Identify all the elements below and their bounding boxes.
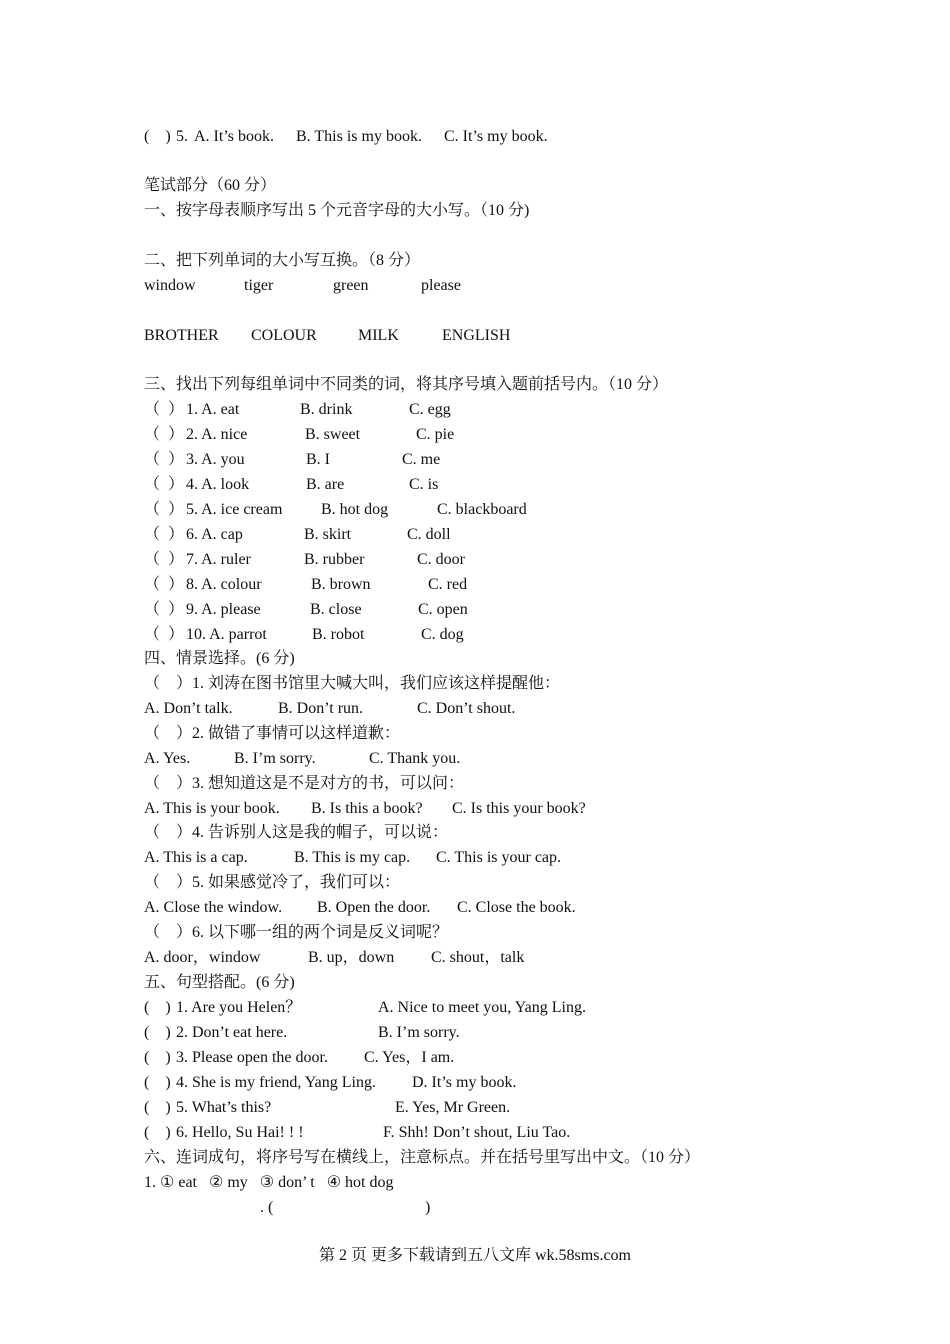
word-row-uppercase — [144, 323, 511, 348]
option-c: C. open — [418, 601, 468, 618]
option-a: 7. A. ruler — [186, 551, 251, 568]
written-header: 笔试部分（60 分） — [144, 177, 277, 194]
matching-answer: D. It’s my book. — [412, 1074, 517, 1091]
scenario-question: （ ）5. 如果感觉冷了，我们可以： — [144, 874, 401, 891]
listening-item-5 — [144, 124, 548, 149]
option-b: B. Is this a book? — [311, 800, 423, 817]
answer-paren: （ ） — [144, 551, 185, 568]
option-b: B. I — [306, 451, 330, 468]
answer-paren: ( ) — [144, 1024, 171, 1041]
word: green — [333, 277, 369, 294]
odd-one-out-item — [144, 397, 451, 422]
answer-paren: （ ） — [144, 576, 185, 593]
matching-question: 5. What’s this? — [176, 1099, 272, 1116]
word: ENGLISH — [442, 327, 511, 344]
matching-answer: A. Nice to meet you, Yang Ling. — [378, 999, 586, 1016]
option-a: 6. A. cap — [186, 526, 243, 543]
answer-paren: （ ） — [144, 526, 185, 543]
option-b: B. close — [310, 601, 362, 618]
section-2-title: 二、把下列单词的大小写互换。（8 分） — [144, 252, 421, 269]
option-a: 2. A. nice — [186, 426, 248, 443]
option-a: 1. A. eat — [186, 401, 240, 418]
item-number: 5. — [176, 128, 188, 145]
word: window — [144, 277, 196, 294]
option-a: A. It’s book. — [194, 128, 274, 145]
answer-close-paren: ) — [425, 1199, 431, 1216]
answer-paren: ( ) — [144, 1099, 171, 1116]
option-c: C. red — [428, 576, 468, 593]
word: MILK — [358, 327, 399, 344]
option-c: C. doll — [407, 526, 451, 543]
option-b: B. skirt — [304, 526, 352, 543]
page-footer: 第 2 页 更多下载请到五八文库 wk.58sms.com — [318, 1247, 631, 1264]
option-b: B. This is my book. — [296, 128, 422, 145]
scenario-question: （ ）3. 想知道这是不是对方的书，可以问： — [144, 775, 465, 792]
matching-item — [144, 1020, 460, 1045]
matching-question: 1. Are you Helen？ — [176, 999, 302, 1016]
matching-item — [144, 1070, 517, 1095]
matching-answer: E. Yes, Mr Green. — [395, 1099, 511, 1116]
scenario-options — [144, 895, 576, 920]
odd-one-out-item — [144, 572, 468, 597]
option-b: B. Don’t run. — [278, 700, 364, 717]
section-3-title: 三、找出下列每组单词中不同类的词，将其序号填入题前括号内。（10 分） — [144, 376, 669, 393]
option-c: C. It’s my book. — [444, 128, 548, 145]
odd-one-out-item — [144, 422, 455, 447]
word: BROTHER — [144, 327, 219, 344]
matching-question: 4. She is my friend, Yang Ling. — [176, 1074, 376, 1091]
scenario-question: （ ）4. 告诉别人这是我的帽子，可以说： — [144, 824, 449, 841]
scenario-options — [144, 845, 562, 870]
answer-period-open: . ( — [260, 1199, 274, 1216]
matching-item — [144, 995, 586, 1020]
option-a: 3. A. you — [186, 451, 245, 468]
answer-paren: ( ) — [144, 1049, 171, 1066]
answer-paren: （ ） — [144, 426, 185, 443]
option-c: C. egg — [409, 401, 451, 418]
option-b: B. This is my cap. — [294, 849, 411, 866]
answer-paren: ( ) — [144, 1074, 171, 1091]
option-c: C. is — [409, 476, 439, 493]
option-c: C. pie — [416, 426, 455, 443]
section-6-title: 六、连词成句，将序号写在横线上，注意标点。并在括号里写出中文。（10 分） — [144, 1149, 701, 1166]
option-a: A. Don’t talk. — [144, 700, 233, 717]
answer-paren: ( ) — [144, 1124, 171, 1141]
option-a: 5. A. ice cream — [186, 501, 283, 518]
option-b: B. Open the door. — [317, 899, 431, 916]
odd-one-out-item — [144, 597, 468, 622]
option-c: C. Close the book. — [457, 899, 576, 916]
scenario-options — [144, 796, 586, 821]
option-c: C. Thank you. — [369, 750, 461, 767]
option-a: A. This is a cap. — [144, 849, 248, 866]
scenario-options — [144, 945, 525, 970]
option-c: C. me — [402, 451, 441, 468]
option-b: B. sweet — [305, 426, 361, 443]
reorder-question-1: 1. ① eat ② my ③ don’ t ④ hot dog — [144, 1174, 394, 1191]
option-a: A. Close the window. — [144, 899, 283, 916]
answer-paren: （ ） — [144, 501, 185, 518]
answer-paren: （ ） — [144, 476, 185, 493]
option-a: 8. A. colour — [186, 576, 262, 593]
answer-paren: （ ） — [144, 451, 185, 468]
scenario-options — [144, 696, 516, 721]
answer-paren: （ ） — [144, 626, 185, 643]
reorder-answer-line-1 — [144, 1195, 431, 1220]
option-c: C. door — [417, 551, 465, 568]
matching-item — [144, 1045, 455, 1070]
option-c: C. dog — [421, 626, 464, 643]
option-b: B. brown — [311, 576, 371, 593]
matching-answer: C. Yes，I am. — [364, 1049, 455, 1066]
word: tiger — [244, 277, 274, 294]
option-b: B. robot — [312, 626, 365, 643]
section-1-title: 一、按字母表顺序写出 5 个元音字母的大小写。（10 分) — [144, 202, 530, 219]
matching-question: 6. Hello, Su Hai! ! ! — [176, 1124, 304, 1141]
option-a: 4. A. look — [186, 476, 250, 493]
option-c: C. Is this your book? — [452, 800, 586, 817]
option-c: C. Don’t shout. — [417, 700, 516, 717]
option-a: A. This is your book. — [144, 800, 280, 817]
scenario-options — [144, 746, 461, 771]
word: COLOUR — [251, 327, 317, 344]
odd-one-out-item — [144, 497, 527, 522]
odd-one-out-item — [144, 622, 464, 647]
answer-paren: ( ) — [144, 128, 171, 145]
odd-one-out-item — [144, 447, 441, 472]
option-c: C. This is your cap. — [436, 849, 562, 866]
section-5-title: 五、句型搭配。(6 分) — [144, 974, 295, 991]
option-a: A. Yes. — [144, 750, 191, 767]
option-c: C. shout，talk — [431, 949, 525, 966]
odd-one-out-item — [144, 472, 439, 497]
option-a: 10. A. parrot — [186, 626, 267, 643]
matching-answer: F. Shh! Don’t shout, Liu Tao. — [383, 1124, 571, 1141]
word: please — [421, 277, 461, 294]
scenario-question: （ ）6. 以下哪一组的两个词是反义词呢？ — [144, 924, 449, 941]
option-b: B. are — [306, 476, 345, 493]
option-b: B. up，down — [308, 949, 395, 966]
scenario-question: （ ）2. 做错了事情可以这样道歉： — [144, 725, 401, 742]
answer-paren: （ ） — [144, 401, 185, 418]
option-a: A. door，window — [144, 949, 261, 966]
option-b: B. rubber — [304, 551, 365, 568]
scenario-question: （ ）1. 刘涛在图书馆里大喊大叫，我们应该这样提醒他： — [144, 675, 561, 692]
odd-one-out-item — [144, 547, 465, 572]
option-a: 9. A. please — [186, 601, 261, 618]
matching-question: 3. Please open the door. — [176, 1049, 328, 1066]
word-row-lowercase — [144, 273, 461, 298]
section-4-title: 四、情景选择。(6 分) — [144, 650, 295, 667]
matching-question: 2. Don’t eat here. — [176, 1024, 288, 1041]
matching-item — [144, 1120, 571, 1145]
matching-item — [144, 1095, 511, 1120]
answer-paren: ( ) — [144, 999, 171, 1016]
option-b: B. hot dog — [321, 501, 389, 518]
matching-answer: B. I’m sorry. — [378, 1024, 460, 1041]
option-b: B. drink — [300, 401, 353, 418]
option-b: B. I’m sorry. — [234, 750, 316, 767]
odd-one-out-item — [144, 522, 451, 547]
option-c: C. blackboard — [437, 501, 527, 518]
answer-paren: （ ） — [144, 601, 185, 618]
